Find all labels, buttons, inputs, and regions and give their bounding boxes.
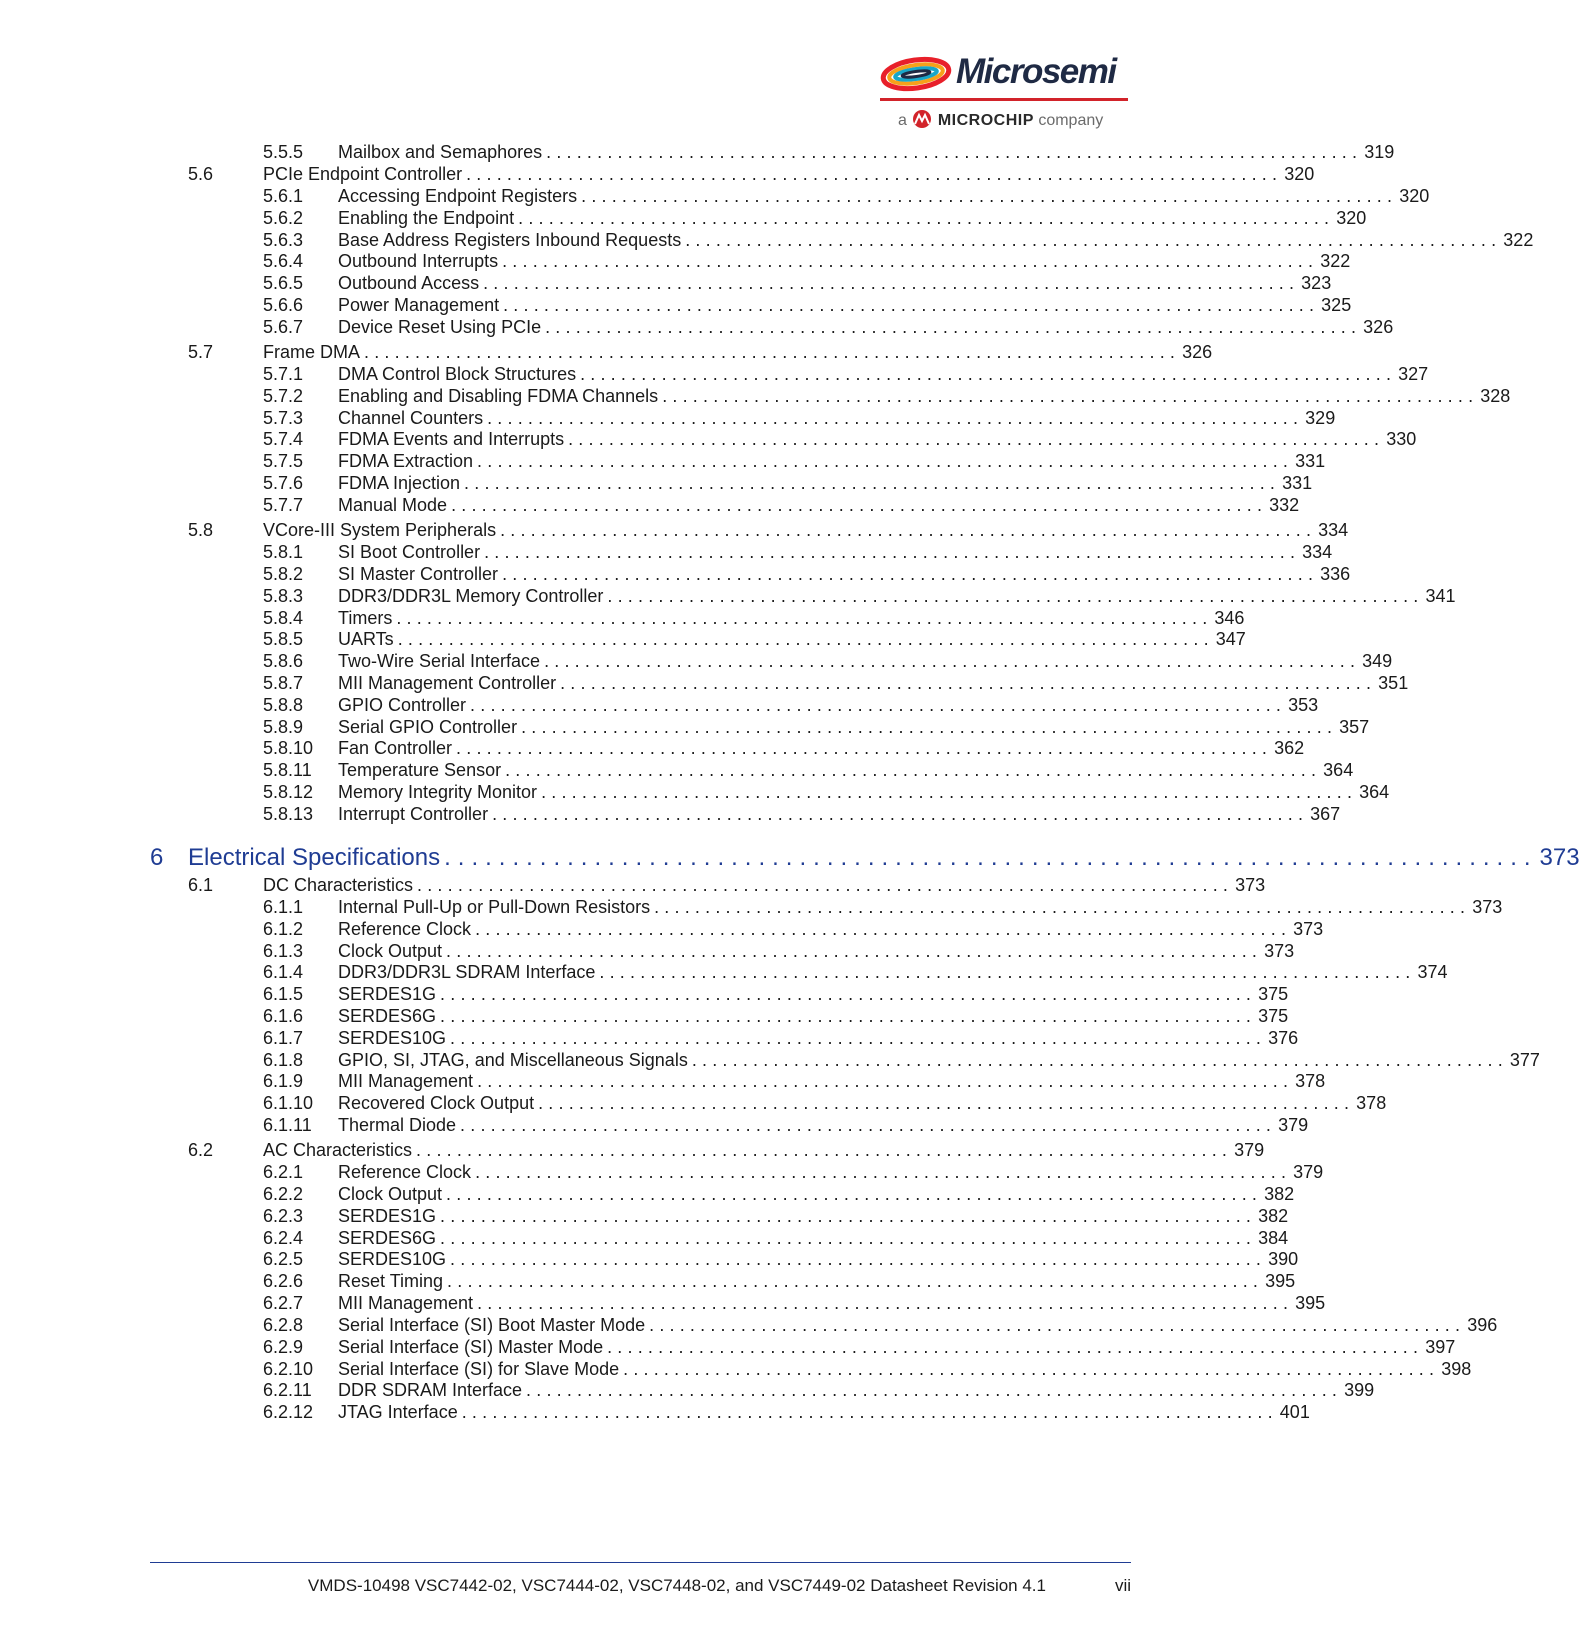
toc-dot-leader: ................................................................................ — [691, 1050, 1508, 1070]
toc-entry-page: 334 — [1318, 520, 1349, 540]
toc-dot-leader: ................................................................................ — [417, 875, 1234, 895]
toc-entry-number: 5.7.3 — [263, 408, 304, 428]
toc-entry-number: 5.7 — [188, 342, 214, 362]
toc-dot-leader: ................................................................................ — [464, 473, 1281, 493]
toc-subsection-entry[interactable] — [263, 1114, 1309, 1136]
toc-section-entry[interactable] — [188, 519, 1349, 541]
toc-entry-page: 390 — [1268, 1249, 1299, 1269]
toc-subsection-entry[interactable] — [263, 1379, 1375, 1401]
toc-entry-number: 5.8.1 — [263, 542, 304, 562]
toc-entry-page: 377 — [1509, 1050, 1540, 1070]
toc-dot-leader: ................................................................................ — [521, 717, 1338, 737]
toc-subsection-entry[interactable] — [263, 1336, 1456, 1358]
toc-subsection-entry[interactable] — [263, 385, 1511, 407]
footer-divider — [150, 1562, 1131, 1563]
toc-subsection-entry[interactable] — [263, 185, 1430, 207]
toc-subsection-entry[interactable] — [263, 407, 1336, 429]
toc-entry-page: 373 — [1293, 919, 1324, 939]
toc-dot-leader: ................................................................................ — [662, 386, 1479, 406]
toc-entry-title: Serial Interface (SI) Master Mode — [338, 1337, 604, 1357]
toc-dot-leader: ................................................................................ — [607, 1337, 1424, 1357]
toc-entry-number: 6.1.1 — [263, 897, 304, 917]
toc-entry-title: FDMA Extraction — [338, 451, 474, 471]
toc-entry-title: FDMA Injection — [338, 473, 461, 493]
toc-dot-leader: ................................................................................ — [450, 1249, 1267, 1269]
toc-dot-leader: ................................................................................ — [487, 408, 1304, 428]
toc-entry-number: 5.8.3 — [263, 586, 304, 606]
toc-dot-leader: ................................................................................ — [505, 760, 1322, 780]
toc-entry-page: 325 — [1321, 295, 1352, 315]
toc-entry-page: 331 — [1295, 451, 1326, 471]
toc-entry-title: Outbound Access — [338, 273, 480, 293]
toc-entry-page: 382 — [1264, 1184, 1295, 1204]
toc-entry-number: 5.7.5 — [263, 451, 304, 471]
toc-entry-number: 6.1.2 — [263, 919, 304, 939]
toc-subsection-entry[interactable] — [263, 1270, 1296, 1292]
toc-subsection-entry[interactable] — [263, 1314, 1498, 1336]
toc-entry-page: 351 — [1378, 673, 1409, 693]
toc-entry-title: Serial Interface (SI) Boot Master Mode — [338, 1315, 646, 1335]
footer-page-number: vii — [1114, 1576, 1131, 1595]
toc-entry-page: 399 — [1344, 1380, 1375, 1400]
toc-entry-title: Interrupt Controller — [338, 804, 489, 824]
toc-subsection-entry[interactable] — [263, 672, 1409, 694]
toc-dot-leader: ................................................................................ — [470, 695, 1287, 715]
toc-entry-page: 396 — [1467, 1315, 1498, 1335]
toc-entry-page: 320 — [1284, 164, 1315, 184]
toc-entry-number: 5.8.4 — [263, 608, 304, 628]
toc-entry-title: Thermal Diode — [338, 1115, 457, 1135]
toc-subsection-entry[interactable] — [263, 294, 1352, 316]
toc-subsection-entry[interactable] — [263, 737, 1305, 759]
toc-entry-title: Mailbox and Semaphores — [338, 142, 543, 162]
toc-entry-page: 331 — [1282, 473, 1313, 493]
toc-dot-leader: ................................................................................ — [446, 1184, 1263, 1204]
toc-entry-title: DC Characteristics — [263, 875, 414, 895]
toc-dot-leader: ................................................................................ — [526, 1380, 1343, 1400]
toc-dot-leader: ................................................................................ — [440, 1006, 1257, 1026]
toc-entry-title: Power Management — [338, 295, 500, 315]
toc-subsection-entry[interactable] — [263, 781, 1390, 803]
toc-dot-leader: ................................................................................ — [444, 844, 1538, 871]
toc-entry-title: Outbound Interrupts — [338, 251, 499, 271]
toc-subsection-entry[interactable] — [263, 1005, 1289, 1027]
toc-subsection-entry[interactable] — [263, 363, 1429, 385]
tagline-suffix: company — [1038, 112, 1104, 129]
microchip-icon — [911, 110, 933, 128]
toc-entry-number: 6.2 — [188, 1140, 214, 1160]
toc-chapter-entry[interactable] — [150, 843, 1580, 873]
toc-entry-number: 5.6.2 — [263, 208, 304, 228]
toc-dot-leader: ................................................................................ — [503, 295, 1320, 315]
toc-entry-page: 374 — [1417, 962, 1448, 982]
toc-dot-leader: ................................................................................ — [447, 1271, 1264, 1291]
toc-entry-page: 347 — [1215, 629, 1246, 649]
toc-entry-page: 373 — [1235, 875, 1266, 895]
toc-entry-title: Reference Clock — [338, 1162, 472, 1182]
toc-entry-title: PCIe Endpoint Controller — [263, 164, 463, 184]
toc-entry-title: Serial Interface (SI) for Slave Mode — [338, 1359, 620, 1379]
toc-dot-leader: ................................................................................ — [416, 1140, 1233, 1160]
toc-entry-page: 384 — [1258, 1228, 1289, 1248]
tagline-prefix: a — [898, 112, 907, 129]
toc-dot-leader: ................................................................................ — [466, 164, 1283, 184]
toc-entry-page: 367 — [1310, 804, 1341, 824]
toc-dot-leader: ................................................................................ — [440, 1206, 1257, 1226]
toc-entry-title: SERDES6G — [338, 1006, 437, 1026]
toc-entry-page: 332 — [1269, 495, 1300, 515]
toc-entry-title: DDR3/DDR3L Memory Controller — [338, 586, 604, 606]
toc-entry-title: DDR3/DDR3L SDRAM Interface — [338, 962, 596, 982]
toc-subsection-entry[interactable] — [263, 1401, 1310, 1423]
toc-entry-number: 5.8.2 — [263, 564, 304, 584]
toc-dot-leader: ................................................................................ — [450, 1028, 1267, 1048]
toc-entry-number: 6.2.12 — [263, 1402, 314, 1422]
toc-subsection-entry[interactable] — [263, 650, 1393, 672]
toc-entry-page: 376 — [1268, 1028, 1299, 1048]
toc-section-entry[interactable] — [188, 341, 1213, 363]
toc-dot-leader: ................................................................................ — [580, 364, 1397, 384]
toc-dot-leader: ................................................................................ — [649, 1315, 1466, 1335]
toc-entry-page: 375 — [1258, 984, 1289, 1004]
brand-name: Microsemi — [956, 52, 1116, 91]
toc-entry-number: 6.1.10 — [263, 1093, 314, 1113]
toc-entry-number: 5.8.10 — [263, 738, 314, 758]
toc-dot-leader: ................................................................................ — [397, 629, 1214, 649]
toc-subsection-entry[interactable] — [263, 1292, 1326, 1314]
toc-entry-number: 6.2.2 — [263, 1184, 304, 1204]
toc-subsection-entry[interactable] — [263, 272, 1332, 294]
toc-entry-number: 5.8.9 — [263, 717, 304, 737]
toc-entry-page: 330 — [1386, 429, 1417, 449]
microsemi-swoosh-icon — [880, 52, 954, 96]
microsemi-logo — [880, 50, 1130, 135]
toc-entry-number: 5.8.8 — [263, 695, 304, 715]
toc-entry-title: FDMA Events and Interrupts — [338, 429, 565, 449]
toc-entry-page: 379 — [1234, 1140, 1265, 1160]
toc-entry-number: 6.1.7 — [263, 1028, 304, 1048]
toc-entry-page: 395 — [1265, 1271, 1296, 1291]
toc-dot-leader: ................................................................................ — [545, 317, 1362, 337]
toc-section-entry[interactable] — [188, 874, 1266, 896]
toc-entry-page: 326 — [1182, 342, 1213, 362]
toc-entry-page: 329 — [1305, 408, 1336, 428]
toc-entry-number: 6.2.10 — [263, 1359, 314, 1379]
toc-entry-number: 5.8.11 — [263, 760, 312, 780]
toc-dot-leader: ................................................................................ — [456, 738, 1273, 758]
toc-dot-leader: ................................................................................ — [538, 1093, 1355, 1113]
toc-dot-leader: ................................................................................ — [518, 208, 1335, 228]
toc-entry-page: 322 — [1320, 251, 1351, 271]
toc-entry-page: 364 — [1323, 760, 1354, 780]
toc-subsection-entry[interactable] — [263, 450, 1326, 472]
toc-entry-page: 397 — [1425, 1337, 1456, 1357]
toc-entry-title: Channel Counters — [338, 408, 484, 428]
toc-entry-number: 6.1.5 — [263, 984, 304, 1004]
toc-entry-number: 6.1.3 — [263, 941, 304, 961]
toc-entry-title: Enabling the Endpoint — [338, 208, 515, 228]
toc-subsection-entry[interactable] — [263, 316, 1394, 338]
toc-entry-page: 373 — [1472, 897, 1503, 917]
toc-subsection-entry[interactable] — [263, 472, 1313, 494]
toc-entry-number: 5.7.7 — [263, 495, 304, 515]
tagline-company: MICROCHIP — [937, 112, 1034, 129]
toc-entry-page: 320 — [1399, 186, 1430, 206]
toc-entry-number: 6.1.6 — [263, 1006, 304, 1026]
toc-entry-number: 6.2.7 — [263, 1293, 304, 1313]
toc-entry-number: 5.6.7 — [263, 317, 304, 337]
toc-entry-number: 6.1 — [188, 875, 214, 895]
toc-dot-leader: ................................................................................ — [560, 673, 1377, 693]
toc-subsection-entry[interactable] — [263, 1248, 1299, 1270]
toc-entry-page: 319 — [1364, 142, 1395, 162]
toc-entry-page: 341 — [1425, 586, 1456, 606]
toc-entry-page: 328 — [1480, 386, 1511, 406]
toc-dot-leader: ................................................................................ — [607, 586, 1424, 606]
toc-entry-title: Memory Integrity Monitor — [338, 782, 538, 802]
toc-entry-title: Manual Mode — [338, 495, 448, 515]
toc-entry-page: 379 — [1278, 1115, 1309, 1135]
toc-entry-number: 5.7.2 — [263, 386, 304, 406]
toc-entry-number: 5.6 — [188, 164, 214, 184]
toc-entry-number: 5.8.5 — [263, 629, 304, 649]
toc-entry-title: Accessing Endpoint Registers — [338, 186, 578, 206]
toc-entry-number: 6.2.5 — [263, 1249, 304, 1269]
toc-entry-title: GPIO Controller — [338, 695, 467, 715]
toc-subsection-entry[interactable] — [263, 541, 1333, 563]
toc-dot-leader: ................................................................................ — [460, 1115, 1277, 1135]
toc-entry-page: 362 — [1274, 738, 1305, 758]
toc-entry-number: 6 — [150, 844, 164, 871]
toc-entry-number: 6.2.1 — [263, 1162, 304, 1182]
toc-entry-title: MII Management — [338, 1071, 474, 1091]
toc-entry-title: GPIO, SI, JTAG, and Miscellaneous Signals — [338, 1050, 688, 1070]
toc-dot-leader: ................................................................................ — [477, 1293, 1294, 1313]
toc-entry-title: Fan Controller — [338, 738, 453, 758]
toc-entry-page: 401 — [1279, 1402, 1310, 1422]
toc-entry-page: 378 — [1356, 1093, 1387, 1113]
toc-dot-leader: ................................................................................ — [440, 984, 1257, 1004]
toc-subsection-entry[interactable] — [263, 1358, 1472, 1380]
toc-subsection-entry[interactable] — [263, 918, 1324, 940]
toc-subsection-entry[interactable] — [263, 1092, 1387, 1114]
toc-dot-leader: ................................................................................ — [440, 1228, 1257, 1248]
logo-divider — [880, 98, 1128, 101]
toc-dot-leader: ................................................................................ — [396, 608, 1213, 628]
toc-subsection-entry[interactable] — [263, 229, 1534, 251]
toc-dot-leader: ................................................................................ — [502, 564, 1319, 584]
toc-dot-leader: ................................................................................ — [581, 186, 1398, 206]
toc-subsection-entry[interactable] — [263, 428, 1417, 450]
toc-entry-number: 5.8 — [188, 520, 214, 540]
toc-dot-leader: ................................................................................ — [475, 919, 1292, 939]
toc-subsection-entry[interactable] — [263, 1070, 1326, 1092]
footer-document-title: VMDS-10498 VSC7442-02, VSC7444-02, VSC7448-02, and VSC7449-02 Datasheet Revision 4.1 — [307, 1576, 1046, 1595]
toc-entry-title: Timers — [338, 608, 393, 628]
toc-dot-leader: ................................................................................ — [568, 429, 1385, 449]
toc-entry-number: 5.7.6 — [263, 473, 304, 493]
toc-entry-title: Electrical Specifications — [188, 844, 441, 871]
toc-entry-number: 6.2.9 — [263, 1337, 304, 1357]
toc-subsection-entry[interactable] — [263, 896, 1503, 918]
toc-entry-number: 6.2.3 — [263, 1206, 304, 1226]
toc-entry-number: 5.7.4 — [263, 429, 304, 449]
toc-entry-page: 353 — [1288, 695, 1319, 715]
toc-entry-page: 378 — [1295, 1071, 1326, 1091]
toc-entry-title: SI Master Controller — [338, 564, 499, 584]
toc-entry-title: UARTs — [338, 629, 394, 649]
toc-entry-title: Base Address Registers Inbound Requests — [338, 230, 682, 250]
toc-entry-number: 5.6.3 — [263, 230, 304, 250]
toc-dot-leader: ................................................................................ — [502, 251, 1319, 271]
toc-entry-number: 6.2.11 — [263, 1380, 312, 1400]
toc-section-entry[interactable] — [188, 1139, 1265, 1161]
toc-subsection-entry[interactable] — [263, 250, 1351, 272]
toc-entry-title: JTAG Interface — [338, 1402, 458, 1422]
toc-entry-title: Two-Wire Serial Interface — [338, 651, 541, 671]
toc-entry-page: 334 — [1302, 542, 1333, 562]
toc-subsection-entry[interactable] — [263, 1049, 1540, 1071]
toc-subsection-entry[interactable] — [263, 694, 1319, 716]
toc-entry-page: 322 — [1503, 230, 1534, 250]
toc-entry-number: 5.7.1 — [263, 364, 304, 384]
toc-entry-page: 373 — [1264, 941, 1295, 961]
toc-entry-number: 6.1.11 — [263, 1115, 312, 1135]
toc-entry-title: Temperature Sensor — [338, 760, 502, 780]
toc-dot-leader: ................................................................................ — [546, 142, 1363, 162]
toc-entry-number: 6.2.6 — [263, 1271, 304, 1291]
toc-entry-page: 327 — [1398, 364, 1429, 384]
toc-entry-title: Serial GPIO Controller — [338, 717, 518, 737]
toc-entry-page: 364 — [1359, 782, 1390, 802]
toc-subsection-entry[interactable] — [263, 961, 1448, 983]
toc-subsection-entry[interactable] — [263, 716, 1370, 738]
toc-entry-title: Enabling and Disabling FDMA Channels — [338, 386, 659, 406]
toc-subsection-entry[interactable] — [263, 1205, 1289, 1227]
toc-subsection-entry[interactable] — [263, 759, 1354, 781]
toc-entry-number: 5.6.6 — [263, 295, 304, 315]
toc-entry-page: 379 — [1293, 1162, 1324, 1182]
toc-entry-page: 398 — [1441, 1359, 1472, 1379]
toc-entry-number: 5.8.6 — [263, 651, 304, 671]
toc-dot-leader: ................................................................................ — [475, 1162, 1292, 1182]
toc-entry-title: SERDES10G — [338, 1028, 447, 1048]
toc-entry-number: 5.8.7 — [263, 673, 304, 693]
toc-subsection-entry[interactable] — [263, 803, 1341, 825]
toc-entry-title: MII Management — [338, 1293, 474, 1313]
toc-entry-page: 373 — [1539, 844, 1580, 871]
toc-subsection-entry[interactable] — [263, 1227, 1289, 1249]
toc-dot-leader: ................................................................................ — [446, 941, 1263, 961]
logo-tagline — [898, 110, 1103, 130]
toc-entry-title: SERDES1G — [338, 984, 437, 1004]
toc-entry-page: 320 — [1336, 208, 1367, 228]
toc-entry-title: Clock Output — [338, 941, 443, 961]
toc-subsection-entry[interactable] — [263, 983, 1289, 1005]
toc-entry-title: Clock Output — [338, 1184, 443, 1204]
toc-entry-page: 357 — [1339, 717, 1370, 737]
toc-entry-title: VCore-III System Peripherals — [263, 520, 497, 540]
toc-dot-leader: ................................................................................ — [461, 1402, 1278, 1422]
toc-entry-title: Reset Timing — [338, 1271, 444, 1291]
toc-dot-leader: ................................................................................ — [484, 542, 1301, 562]
toc-entry-title: Internal Pull-Up or Pull-Down Resistors — [338, 897, 651, 917]
toc-subsection-entry[interactable] — [263, 607, 1245, 629]
toc-dot-leader: ................................................................................ — [364, 342, 1181, 362]
toc-entry-page: 349 — [1362, 651, 1393, 671]
toc-section-entry[interactable] — [188, 163, 1315, 185]
toc-entry-title: Recovered Clock Output — [338, 1093, 535, 1113]
toc-entry-title: DMA Control Block Structures — [338, 364, 577, 384]
toc-entry-title: SERDES1G — [338, 1206, 437, 1226]
toc-dot-leader: ................................................................................ — [492, 804, 1309, 824]
toc-subsection-entry[interactable] — [263, 563, 1351, 585]
toc-entry-page: 382 — [1258, 1206, 1289, 1226]
toc-subsection-entry[interactable] — [263, 1027, 1299, 1049]
toc-entry-number: 5.8.12 — [263, 782, 314, 802]
toc-entry-number: 5.6.4 — [263, 251, 304, 271]
toc-subsection-entry[interactable] — [263, 1183, 1295, 1205]
toc-entry-number: 6.2.4 — [263, 1228, 304, 1248]
toc-entry-title: Frame DMA — [263, 342, 361, 362]
toc-entry-number: 5.8.13 — [263, 804, 314, 824]
toc-subsection-entry[interactable] — [263, 207, 1367, 229]
toc-entry-number: 6.1.9 — [263, 1071, 304, 1091]
toc-dot-leader: ................................................................................ — [599, 962, 1416, 982]
toc-dot-leader: ................................................................................ — [544, 651, 1361, 671]
toc-dot-leader: ................................................................................ — [541, 782, 1358, 802]
toc-dot-leader: ................................................................................ — [477, 451, 1294, 471]
toc-dot-leader: ................................................................................ — [500, 520, 1317, 540]
toc-subsection-entry[interactable] — [263, 940, 1295, 962]
toc-entry-number: 5.6.1 — [263, 186, 304, 206]
toc-entry-number: 6.1.4 — [263, 962, 304, 982]
toc-entry-title: MII Management Controller — [338, 673, 557, 693]
toc-entry-title: DDR SDRAM Interface — [338, 1380, 523, 1400]
toc-subsection-entry[interactable] — [263, 585, 1456, 607]
toc-subsection-entry[interactable] — [263, 1161, 1324, 1183]
toc-dot-leader: ................................................................................ — [483, 273, 1300, 293]
toc-subsection-entry[interactable] — [263, 141, 1395, 163]
toc-dot-leader: ................................................................................ — [451, 495, 1268, 515]
toc-entry-title: Device Reset Using PCIe — [338, 317, 542, 337]
toc-entry-title: Reference Clock — [338, 919, 472, 939]
toc-entry-page: 395 — [1295, 1293, 1326, 1313]
toc-entry-number: 6.2.8 — [263, 1315, 304, 1335]
toc-entry-title: SERDES10G — [338, 1249, 447, 1269]
toc-entry-title: SI Boot Controller — [338, 542, 481, 562]
toc-subsection-entry[interactable] — [263, 494, 1300, 516]
toc-dot-leader: ................................................................................ — [654, 897, 1471, 917]
toc-entry-title: SERDES6G — [338, 1228, 437, 1248]
toc-entry-number: 5.5.5 — [263, 142, 304, 162]
toc-entry-page: 346 — [1214, 608, 1245, 628]
toc-entry-page: 336 — [1320, 564, 1351, 584]
toc-subsection-entry[interactable] — [263, 628, 1246, 650]
toc-dot-leader: ................................................................................ — [477, 1071, 1294, 1091]
toc-dot-leader: ................................................................................ — [623, 1359, 1440, 1379]
toc-entry-page: 375 — [1258, 1006, 1289, 1026]
toc-entry-number: 6.1.8 — [263, 1050, 304, 1070]
toc-entry-title: AC Characteristics — [263, 1140, 413, 1160]
toc-entry-page: 326 — [1363, 317, 1394, 337]
toc-entry-page: 323 — [1301, 273, 1332, 293]
toc-entry-number: 5.6.5 — [263, 273, 304, 293]
toc-dot-leader: ................................................................................ — [685, 230, 1502, 250]
